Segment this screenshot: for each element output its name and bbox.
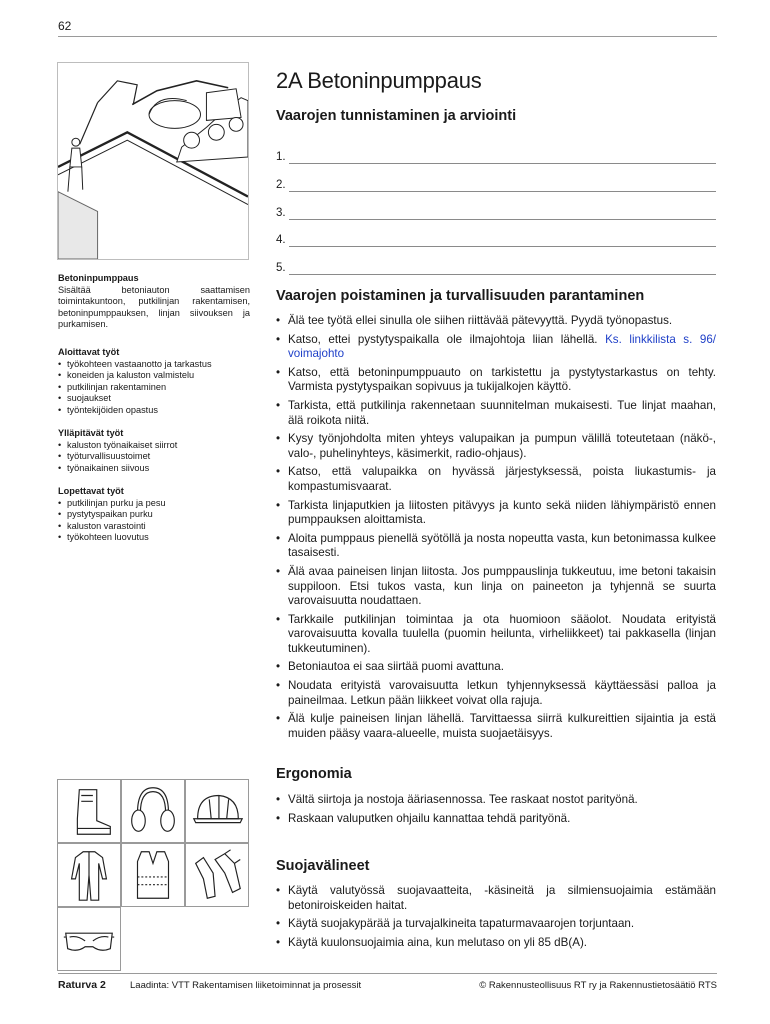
safety-item: • Betoniautoa ei saa siirtää puomi avattuna. [276,660,716,675]
ppe-list [276,884,716,950]
safety-heading: Vaarojen poistaminen ja turvallisuuden parantaminen [276,288,645,304]
sidebar-section-end [58,486,250,544]
safety-item: • Kysy työnjohdolta miten yhteys valupaikan ja pumpun välillä toteutetaan (näkö-, valo-, puhelinyhteys, käsimerkit, radio-ohjaus). [276,432,716,461]
ear-protector-icon [121,779,185,843]
sidebar-intro [58,273,250,331]
safety-item: • Tarkista linjaputkien ja liitosten pitävyys ja kunto sekä niiden lähiympäristö ennen pumppauksen aloittamista. [276,499,716,528]
hazard-heading: Vaarojen tunnistaminen ja arviointi [276,108,517,124]
hazard-line-number: 4. [276,234,286,246]
sidebar-list-item: • putkilinjan purku ja pesu [58,498,250,510]
hazard-line-number: 1. [276,151,286,163]
bottom-rule [58,973,717,974]
safety-vest-icon [121,843,185,907]
sidebar-list-item: • työntekijöiden opastus [58,405,250,417]
safety-item: • Aloita pumppaus pienellä syötöllä ja nosta nopeutta vasta, kun betonimassa kulkee tasaisesti. [276,532,716,561]
ppe-item: • Käytä kuulonsuojaimia aina, kun melutaso on yli 85 dB(A). [276,936,716,951]
safety-item: • Noudata erityistä varovaisuutta letkun tyhjennyksessä käyttäessäsi palloa ja paineilmaa. Letkun pään liikkeet voivat olla rajuja. [276,679,716,708]
ppe-icon-grid [57,779,249,971]
sidebar-list-item: • työkohteen luovutus [58,532,250,544]
sidebar-list-item: • kaluston varastointi [58,521,250,533]
pump-truck-illustration [57,62,249,260]
hazard-line-1[interactable] [276,150,716,164]
footer-author: Laadinta: VTT Rakentamisen liiketoiminnat ja prosessit [130,980,362,991]
ergonomics-list [276,793,716,826]
safety-item: • Katso, että valupaikka on hyvässä järjestyksessä, poista liukastumis- ja kompastumisvaarat. [276,465,716,494]
sidebar-list-item: • suojaukset [58,393,250,405]
safety-item [276,333,716,362]
safety-goggles-icon [57,907,121,971]
sidebar-list-item: • työturvallisuustoimet [58,451,250,463]
safety-item-text: Katso, ettei pystytyspaikalla ole ilmajohtoja liian lähellä. [288,332,598,346]
coverall-icon [57,843,121,907]
ergonomics-heading: Ergonomia [276,766,352,782]
hazard-line-number: 5. [276,262,286,274]
sidebar-intro-heading: Betoninpumppaus [58,273,139,283]
hazard-line-2[interactable] [276,178,716,192]
sidebar-list-item: • putkilinjan rakentaminen [58,382,250,394]
footer-series: Raturva 2 [58,979,106,991]
ergonomics-item: • Vältä siirtoja ja nostoja ääriasennossa. Tee raskaat nostot parityönä. [276,793,716,808]
sidebar-section-start [58,347,250,417]
safety-item: • Tarkkaile putkilinjan toimintaa ja ota huomioon sääolot. Noudata erityistä varovaisuutta kovalla tuulella (puomin heilunta, virheliikkeet) tai pakkasella (linjan tukkeutuminen). [276,613,716,657]
ergonomics-item: • Raskaan valuputken ohjailu kannattaa tehdä parityönä. [276,812,716,827]
safety-item: • Älä kulje paineisen linjan lähellä. Tarvittaessa siirrä kulkureittien sijaintia ja estä muiden pääsy vaara-alueelle, muista suojaetäisyys. [276,712,716,741]
hazard-line-3[interactable] [276,206,716,220]
link-list-reference[interactable]: Ks. linkkilista s. 96/ voimajohto [288,332,716,361]
sidebar-list-item: • kaluston työnaikaiset siirrot [58,440,250,452]
safety-helmet-icon [185,779,249,843]
safety-item: • Älä tee työtä ellei sinulla ole siihen riittävää pätevyyttä. Pyydä työnopastus. [276,314,716,329]
sidebar-list-item: • koneiden ja kaluston valmistelu [58,370,250,382]
sidebar-section-heading: Lopettavat työt [58,486,124,496]
sidebar-intro-text: Sisältää betoniauton saattamisen toimintakuntoon, putkilinjan rakentamisen, betoninpumppauksen, linjan siivouksen ja purkamisen. [58,284,250,330]
sidebar-list-item: • työnaikainen siivous [58,463,250,475]
protective-gloves-icon [185,843,249,907]
top-rule [58,36,717,37]
hazard-line-5[interactable] [276,261,716,275]
safety-item: • Tarkista, että putkilinja rakennetaan suunnitelman mukaisesti. Tue linjat maahan, älä roikota niitä. [276,399,716,428]
safety-item: • Katso, että betoninpumppuauto on tarkistettu ja pystytystarkastus on tehty. Varmista pystytyspaikan sopivuus ja tukijalkojen käyttö. [276,366,716,395]
safety-list [276,314,716,741]
safety-boot-icon [57,779,121,843]
sidebar-list-item: • työkohteen vastaanotto ja tarkastus [58,359,250,371]
sidebar-section-heading: Ylläpitävät työt [58,428,124,438]
sidebar-section-maintain [58,428,250,474]
sidebar-list-item: • pystytyspaikan purku [58,509,250,521]
hazard-line-number: 2. [276,179,286,191]
page-number: 62 [58,19,72,33]
sidebar-section-heading: Aloittavat työt [58,347,120,357]
ppe-item: • Käytä valutyössä suojavaatteita, -käsineitä ja silmiensuojaimia estämään betoniroiskeiden haitat. [276,884,716,913]
footer-copyright: © Rakennusteollisuus RT ry ja Rakennustietosäätiö RTS [479,980,717,991]
hazard-line-4[interactable] [276,233,716,247]
ppe-heading: Suojavälineet [276,858,370,874]
ppe-item: • Käytä suojakypärää ja turvajalkineita tapaturmavaarojen torjuntaan. [276,917,716,932]
safety-item: • Älä avaa paineisen linjan liitosta. Jos pumppauslinja tukkeutuu, ime betoni takaisin suppiloon. Etsi tukos vasta, kun linja on paineeton ja tyhjennä se suurta varovaisuutta noudattaen. [276,565,716,609]
page-title: 2A Betoninpumppaus [276,68,482,93]
hazard-line-number: 3. [276,207,286,219]
